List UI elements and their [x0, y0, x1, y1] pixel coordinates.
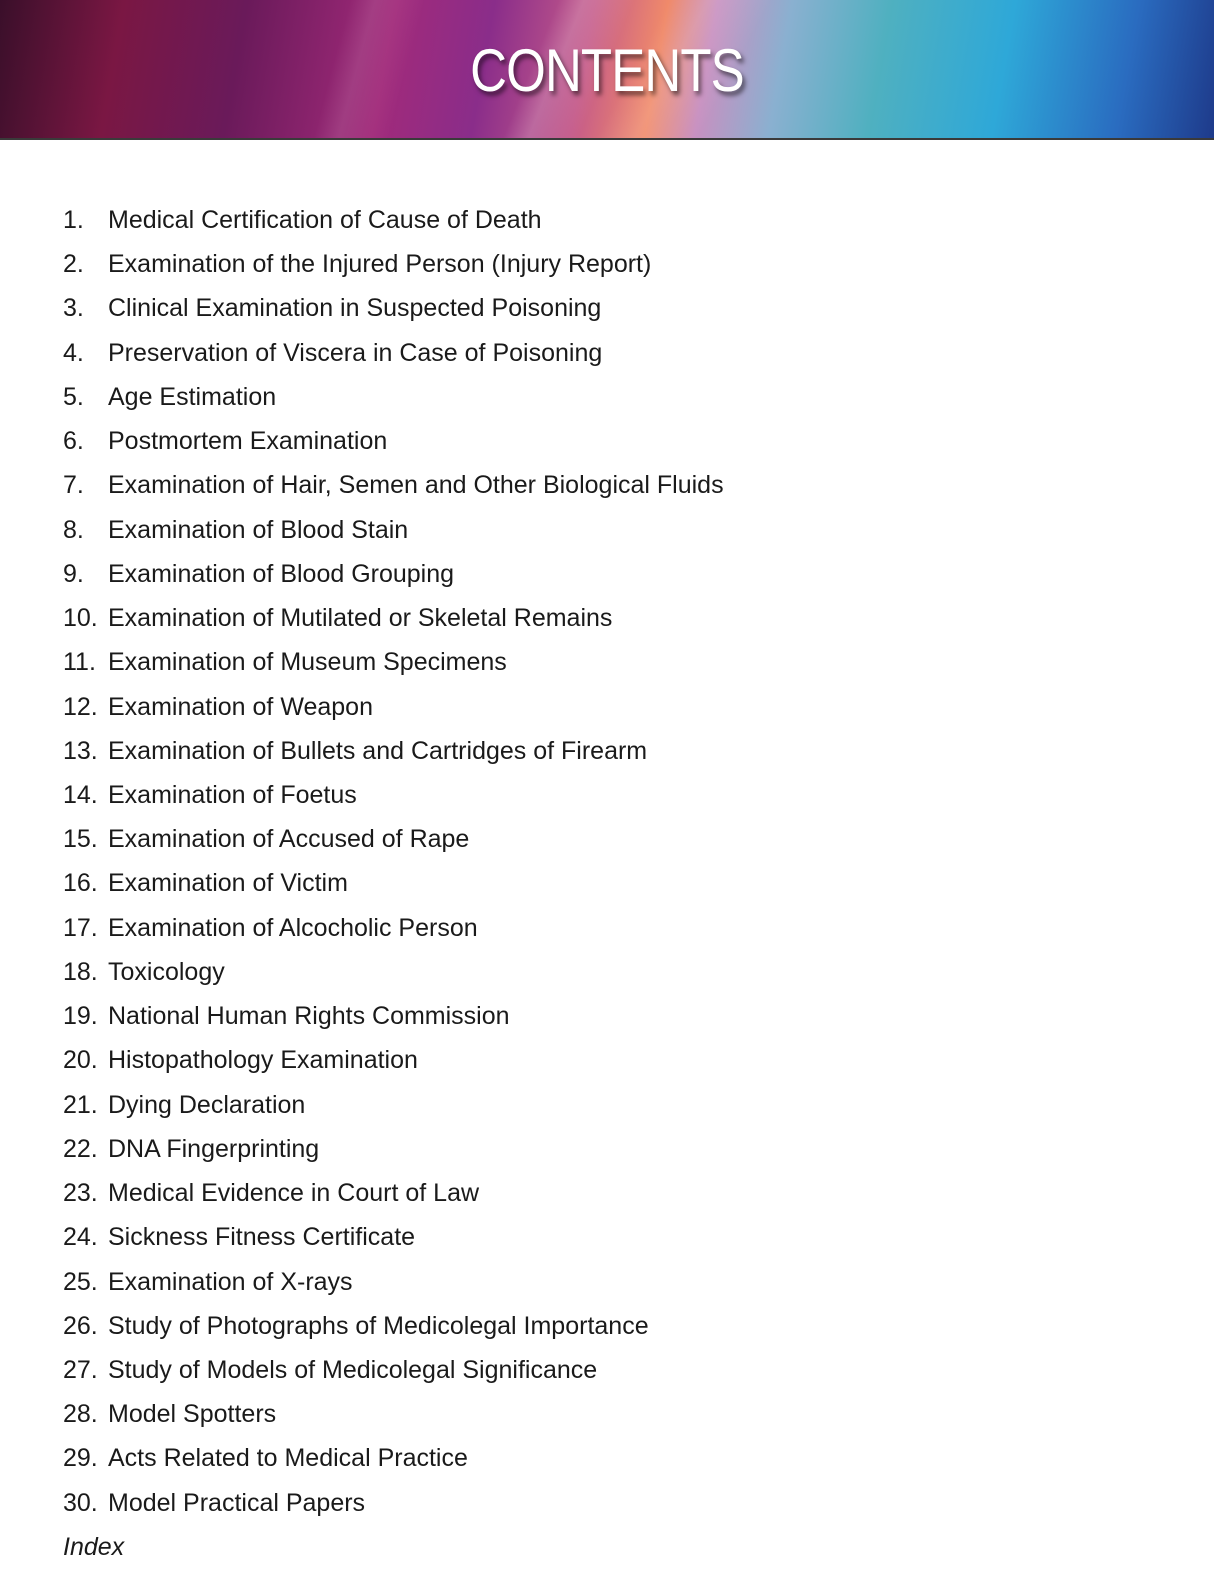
toc-item-number: 26.: [63, 1311, 98, 1340]
toc-item-number: 22.: [63, 1134, 98, 1163]
toc-item-title: Study of Photographs of Medicolegal Importance: [108, 1311, 649, 1340]
toc-item-title: Sickness Fitness Certificate: [108, 1223, 416, 1252]
toc-item-title: Study of Models of Medicolegal Significance: [108, 1355, 598, 1384]
toc-item-number: 25.: [63, 1267, 98, 1296]
toc-item-title: Model Practical Papers: [108, 1488, 366, 1517]
toc-item-title: Examination of Museum Specimens: [108, 648, 507, 677]
toc-item-number: 9.: [63, 559, 84, 588]
toc-item-title: Examination of the Injured Person (Injury Report): [108, 250, 652, 279]
toc-item-number: 2.: [63, 250, 84, 279]
toc-item-title: Examination of Hair, Semen and Other Biological Fluids: [108, 471, 724, 500]
toc-item-number: 27.: [63, 1355, 98, 1384]
toc-item-number: 11.: [63, 648, 96, 677]
toc-item-title: Examination of X-rays: [108, 1267, 353, 1296]
page-title: CONTENTS: [470, 37, 744, 104]
toc-item-number: 8.: [63, 515, 84, 544]
toc-item-number: 16.: [63, 869, 98, 898]
toc-item-number: 15.: [63, 825, 98, 854]
toc-item-number: 10.: [63, 604, 98, 633]
toc-item-title: Examination of Victim: [108, 869, 348, 898]
toc-item-number: 1.: [63, 206, 84, 234]
toc-item-number: 30.: [63, 1488, 98, 1517]
toc-item-number: 29.: [63, 1444, 98, 1473]
toc-item-title: Examination of Mutilated or Skeletal Remains: [108, 604, 613, 633]
toc-item-title: Examination of Alcocholic Person: [108, 913, 478, 942]
toc-item-number: 12.: [63, 692, 98, 721]
toc-item-number: 17.: [63, 913, 98, 942]
toc-index-entry[interactable]: Index: [63, 1532, 125, 1561]
toc-item-number: 23.: [63, 1179, 98, 1208]
toc-item-title: DNA Fingerprinting: [108, 1134, 320, 1163]
toc-item-number: 4.: [63, 338, 84, 367]
toc-item-title: Examination of Weapon: [108, 692, 373, 721]
toc-item-title: Preservation of Viscera in Case of Poisoning: [108, 338, 603, 367]
toc-item-number: 24.: [63, 1223, 98, 1252]
toc-item-number: 20.: [63, 1046, 98, 1075]
contents-banner: [0, 0, 1214, 140]
toc-item-number: 14.: [63, 780, 98, 809]
toc-item-number: 7.: [63, 471, 84, 500]
toc-item-title: Examination of Blood Stain: [108, 515, 409, 544]
toc-item-title: National Human Rights Commission: [108, 1002, 510, 1031]
toc-item-title: Medical Evidence in Court of Law: [108, 1179, 480, 1208]
toc-item-title: Medical Certification of Cause of Death: [108, 206, 542, 234]
toc-item-number: 13.: [63, 736, 98, 765]
toc-item-number: 19.: [63, 1002, 98, 1031]
toc-item-title: Examination of Accused of Rape: [108, 825, 470, 854]
toc-item-number: 5.: [63, 382, 84, 411]
toc-item-number: 21.: [63, 1090, 98, 1119]
toc-item-number: 6.: [63, 427, 84, 456]
toc-item-title: Model Spotters: [108, 1400, 277, 1429]
toc-item-title: Clinical Examination in Suspected Poisoning: [108, 294, 602, 323]
toc-item-title: Age Estimation: [108, 382, 277, 411]
toc-item-number: 3.: [63, 294, 84, 323]
toc-item-title: Examination of Foetus: [108, 780, 357, 809]
toc-item-title: Postmortem Examination: [108, 427, 388, 456]
toc-item-title: Dying Declaration: [108, 1090, 306, 1119]
toc-item-number: 28.: [63, 1400, 98, 1429]
toc-item-title: Examination of Blood Grouping: [108, 559, 455, 588]
toc-item-title: Histopathology Examination: [108, 1046, 418, 1075]
toc-item-title: Acts Related to Medical Practice: [108, 1444, 468, 1473]
toc-item-title: Examination of Bullets and Cartridges of Firearm: [108, 736, 648, 765]
toc-item-title: Toxicology: [108, 957, 225, 986]
toc-item-number: 18.: [63, 957, 98, 986]
